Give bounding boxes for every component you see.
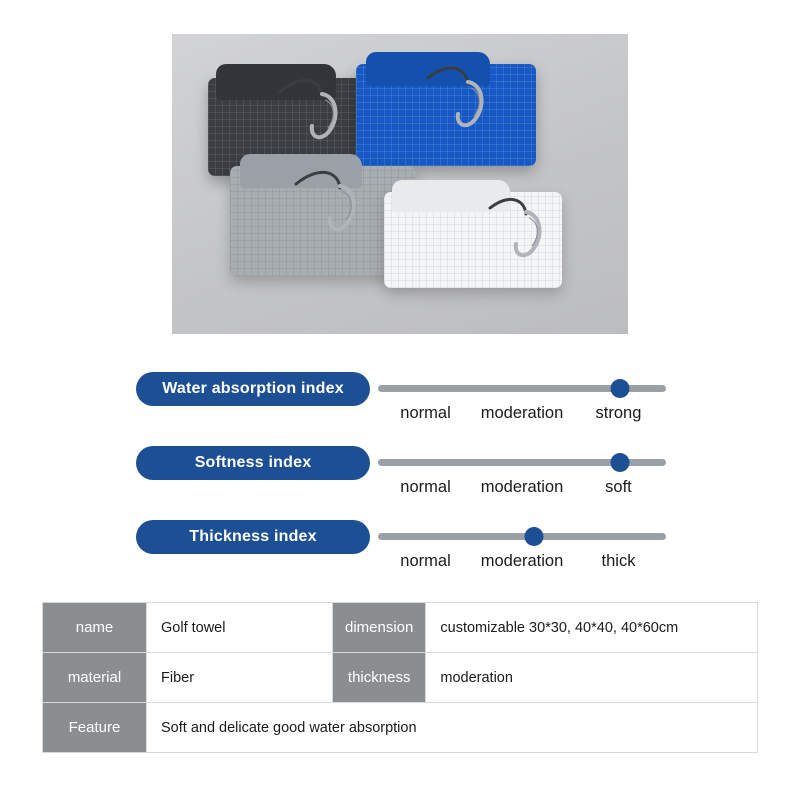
scale-tick-mid: moderation — [480, 478, 564, 496]
cord-black — [280, 80, 322, 96]
scale-tick-low: normal — [400, 404, 451, 422]
cord-white — [490, 199, 526, 214]
spec-table — [42, 602, 758, 753]
scale-tick-high: thick — [601, 552, 636, 570]
scale-tick-mid: moderation — [480, 404, 564, 422]
index-section — [136, 366, 666, 588]
spec-key-dimension: dimension — [333, 603, 426, 653]
index-row-water-absorption — [136, 366, 666, 440]
index-row-thickness — [136, 514, 666, 588]
index-label-softness: Softness index — [136, 446, 370, 480]
scale-tick-low: normal — [400, 478, 451, 496]
scale-tick-low: normal — [400, 552, 451, 570]
index-scale-softness — [378, 478, 666, 497]
spec-key-material: material — [43, 653, 147, 703]
index-scale-water-absorption — [378, 404, 666, 423]
spec-value-thickness: moderation — [426, 653, 758, 703]
index-knob-softness[interactable] — [610, 453, 629, 472]
clip-hooks — [312, 82, 540, 255]
spec-value-material: Fiber — [147, 653, 333, 703]
spec-value-dimension: customizable 30*30, 40*40, 40*60cm — [426, 603, 758, 653]
spec-key-name: name — [43, 603, 147, 653]
carabiner-clips-overlay — [172, 34, 628, 334]
table-row — [43, 653, 758, 703]
scale-tick-high: soft — [605, 478, 632, 496]
index-knob-thickness[interactable] — [524, 527, 543, 546]
index-knob-water-absorption[interactable] — [610, 379, 629, 398]
index-track-water-absorption[interactable] — [378, 385, 666, 392]
spec-key-thickness: thickness — [333, 653, 426, 703]
spec-value-name: Golf towel — [147, 603, 333, 653]
cord-gray — [296, 172, 340, 188]
table-row — [43, 603, 758, 653]
table-row — [43, 703, 758, 753]
spec-key-feature: Feature — [43, 703, 147, 753]
index-track-softness[interactable] — [378, 459, 666, 466]
index-label-water-absorption: Water absorption index — [136, 372, 370, 406]
product-photo — [172, 34, 628, 334]
scale-tick-high: strong — [595, 404, 642, 422]
clip-highlights — [325, 88, 537, 246]
index-scale-thickness — [378, 552, 666, 571]
index-label-thickness: Thickness index — [136, 520, 370, 554]
scale-tick-mid: moderation — [480, 552, 564, 570]
cord-blue — [428, 68, 468, 84]
index-track-thickness[interactable] — [378, 533, 666, 540]
spec-value-feature: Soft and delicate good water absorption — [147, 703, 758, 753]
index-row-softness — [136, 440, 666, 514]
